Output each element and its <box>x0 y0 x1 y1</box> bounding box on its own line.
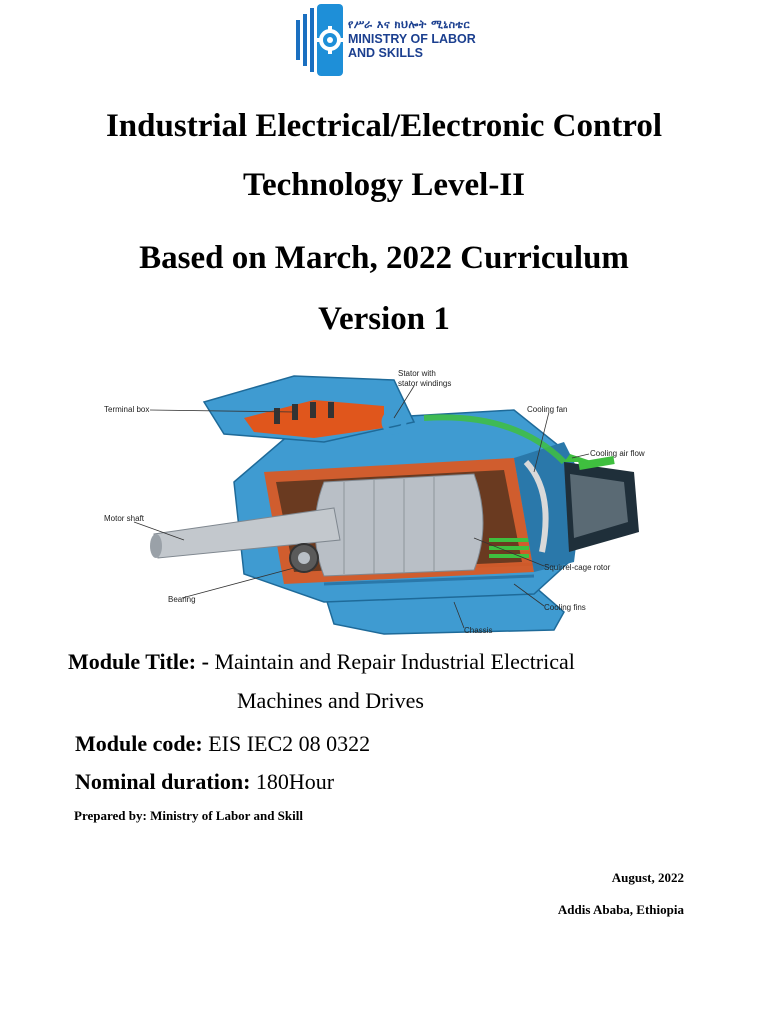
label-chassis: Chassis <box>464 626 493 635</box>
version-line: Version 1 <box>318 301 450 337</box>
label-squirrel-cage-rotor: Squirrel-cage rotor <box>544 563 611 572</box>
electric-motor-cutaway-illustration <box>94 362 674 640</box>
module-title-label: Module Title: - <box>68 649 209 674</box>
label-terminal-box: Terminal box <box>104 405 150 414</box>
ministry-emblem-icon <box>294 4 348 76</box>
logo-text <box>348 18 474 60</box>
label-stator-line-1: Stator with <box>398 369 436 378</box>
module-title-row <box>68 648 575 676</box>
module-code-row <box>75 730 370 758</box>
logo-line-1: MINISTRY OF LABOR <box>348 32 476 46</box>
module-title-value-line-1: Maintain and Repair Industrial Electrical <box>214 649 575 674</box>
label-motor-shaft: Motor shaft <box>104 514 145 523</box>
module-code-label: Module code: <box>75 731 203 756</box>
label-bearing: Bearing <box>168 595 196 604</box>
prepared-by: Prepared by: Ministry of Labor and Skill <box>74 808 303 823</box>
label-cooling-fins: Cooling fins <box>544 603 586 612</box>
module-code-value: EIS IEC2 08 0322 <box>208 731 371 756</box>
label-cooling-air-flow: Cooling air flow <box>590 449 645 458</box>
logo-amharic-text: የሥራ እና ክህሎት ሚኒስቴር <box>348 18 471 31</box>
logo-line-2: AND SKILLS <box>348 46 423 60</box>
curriculum-line: Based on March, 2022 Curriculum <box>139 240 629 276</box>
label-stator-line-2: stator windings <box>398 379 452 388</box>
page-title-line-1: Industrial Electrical/Electronic Control <box>105 108 663 144</box>
nominal-duration-value: 180Hour <box>255 769 335 794</box>
ministry-logo <box>294 4 474 76</box>
publication-date: August, 2022 <box>611 870 684 885</box>
label-cooling-fan: Cooling fan <box>527 405 568 414</box>
nominal-duration-row <box>75 768 334 796</box>
nominal-duration-label: Nominal duration: <box>75 769 251 794</box>
page-title-line-2: Technology Level-II <box>242 167 526 203</box>
module-title-value-line-2: Machines and Drives <box>237 688 424 713</box>
publication-place: Addis Ababa, Ethiopia <box>557 902 684 917</box>
